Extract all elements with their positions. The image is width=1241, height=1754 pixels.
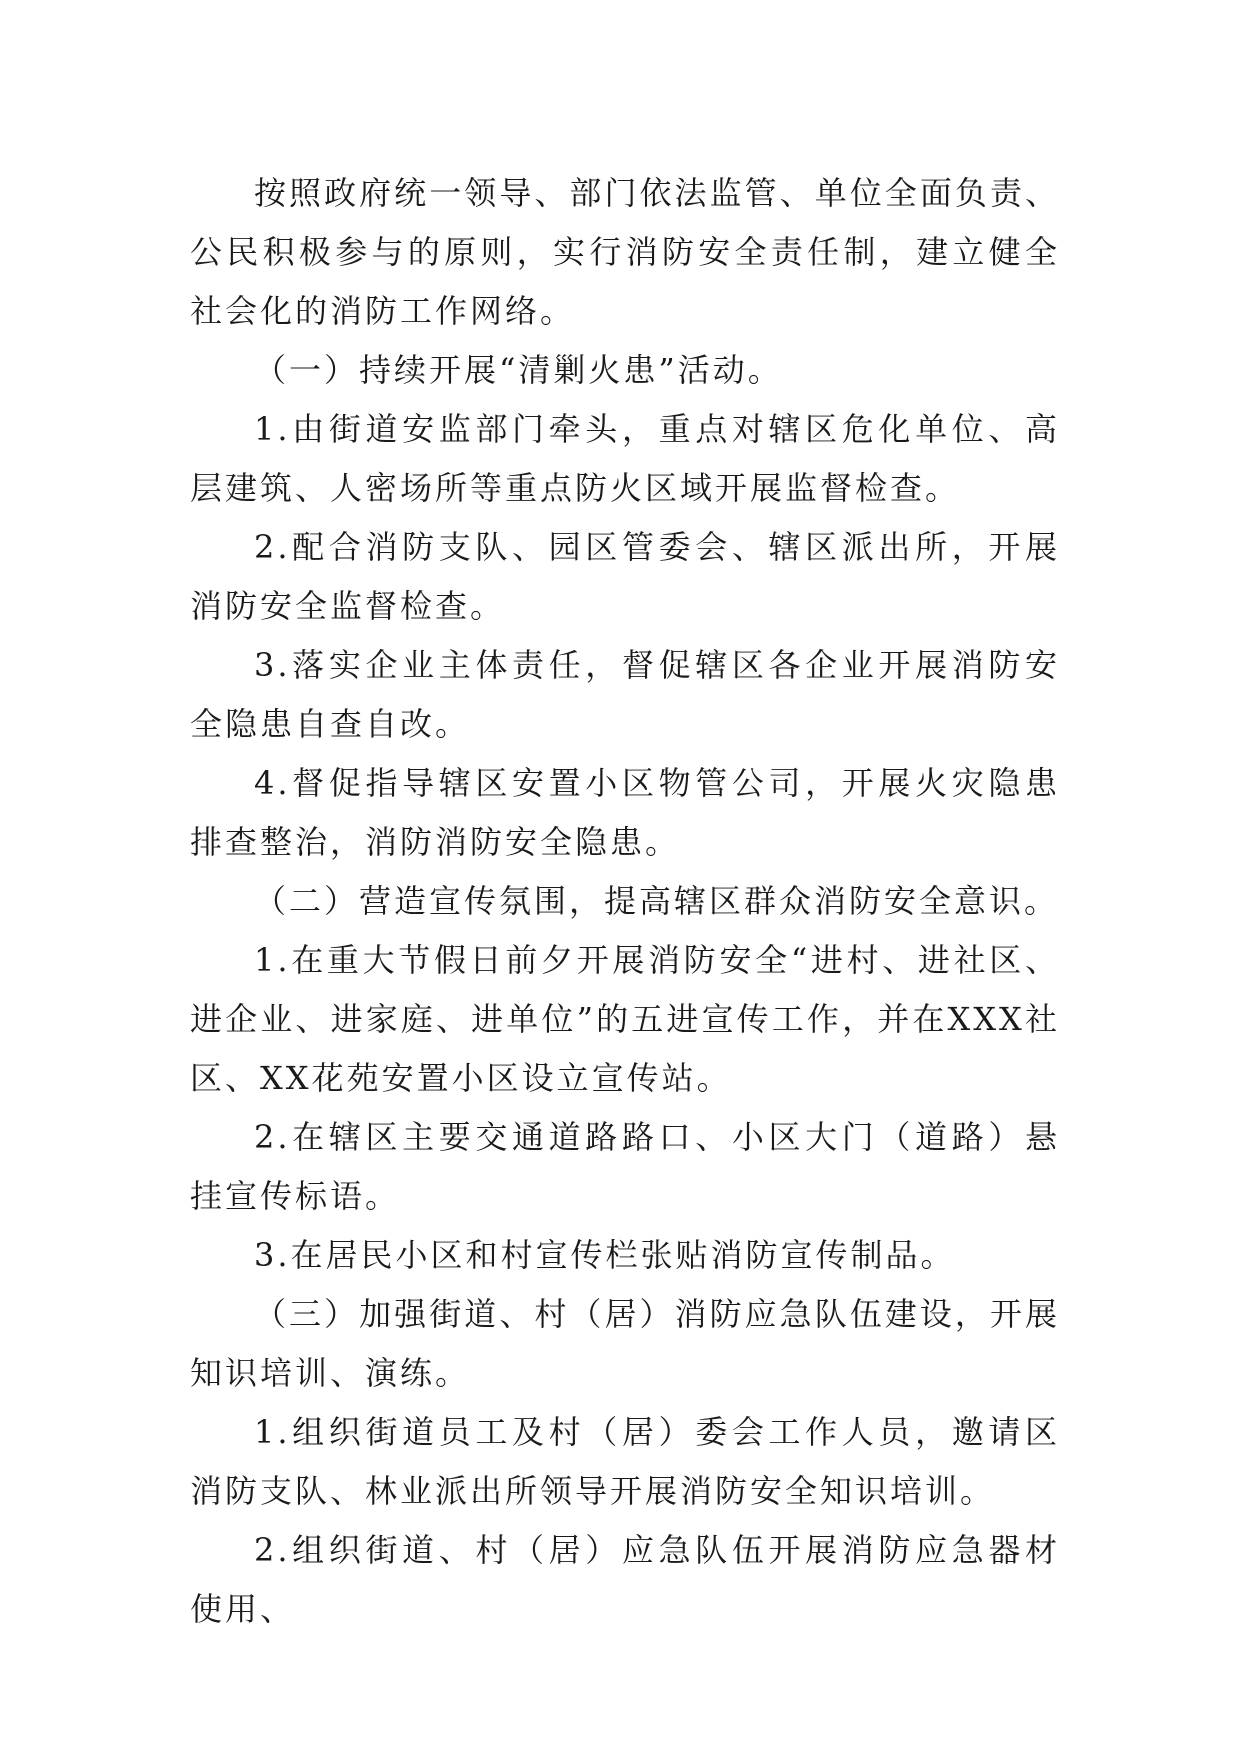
list-item-1-1: 1.由街道安监部门牵头，重点对辖区危化单位、高层建筑、人密场所等重点防火区域开展监督检查。 (190, 410, 1060, 507)
document-body (190, 164, 1060, 1639)
section-heading-1: （一）持续开展“清剿火患”活动。 (254, 351, 783, 389)
list-item-3-2: 2.组织街道、村（居）应急队伍开展消防应急器材使用、 (190, 1531, 1060, 1628)
paragraph-intro: 按照政府统一领导、部门依法监管、单位全面负责、公民积极参与的原则，实行消防安全责任制，建立健全社会化的消防工作网络。 (190, 174, 1060, 330)
list-item-2-2: 2.在辖区主要交通道路路口、小区大门（道路）悬挂宣传标语。 (190, 1118, 1060, 1215)
list-item-3-1: 1.组织街道员工及村（居）委会工作人员，邀请区消防支队、林业派出所领导开展消防安全知识培训。 (190, 1413, 1060, 1510)
section-heading-2: （二）营造宣传氛围，提高辖区群众消防安全意识。 (254, 882, 1060, 920)
list-item-1-3: 3.落实企业主体责任，督促辖区各企业开展消防安全隐患自查自改。 (190, 646, 1060, 743)
list-item-1-4: 4.督促指导辖区安置小区物管公司，开展火灾隐患排查整治，消防消防安全隐患。 (190, 764, 1060, 861)
list-item-2-1: 1.在重大节假日前夕开展消防安全“进村、进社区、进企业、进家庭、进单位”的五进宣传工作，并在XXX社区、XX花苑安置小区设立宣传站。 (190, 941, 1060, 1097)
list-item-2-3: 3.在居民小区和村宣传栏张贴消防宣传制品。 (254, 1236, 956, 1274)
section-heading-3: （三）加强街道、村（居）消防应急队伍建设，开展知识培训、演练。 (190, 1295, 1060, 1392)
list-item-1-2: 2.配合消防支队、园区管委会、辖区派出所，开展消防安全监督检查。 (190, 528, 1060, 625)
